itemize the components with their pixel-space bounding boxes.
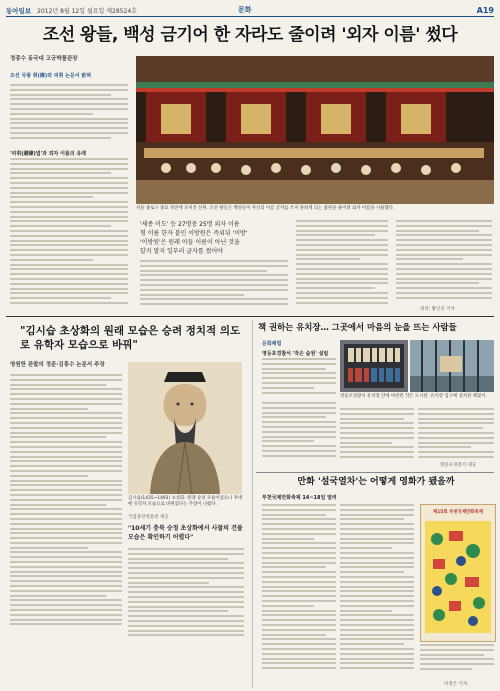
lead-reporter-credit: 정리: 황인찬 기자 bbox=[420, 307, 455, 312]
right-bottom-body-2 bbox=[340, 504, 414, 680]
top-photo-caption: 서울 종로구 종묘 정전에 모셔진 신위. 조선 왕들은 백성들이 자신의 이름 글자를 쓰지 못하게 되는 불편을 줄이려 외자 이름을 사용했다. bbox=[136, 206, 395, 211]
right-bottom-headline: 만화 '설국열차'는 어떻게 영화가 됐을까 bbox=[297, 477, 455, 487]
left-story-body-1 bbox=[10, 374, 122, 644]
left-story-body-2 bbox=[128, 548, 244, 644]
right-top-body-3 bbox=[340, 408, 414, 462]
right-top-body-1 bbox=[262, 358, 336, 398]
pull-quote-line-4: 알지 말지 일부러 글자를 썼어야 bbox=[140, 248, 223, 255]
lead-body-text-5 bbox=[396, 220, 492, 306]
bookshelf-illustration bbox=[340, 340, 408, 392]
lead-body-text-4 bbox=[296, 220, 388, 312]
right-top-body-2 bbox=[262, 402, 336, 462]
right-bottom-body-3 bbox=[420, 644, 494, 678]
section-divider bbox=[6, 316, 494, 317]
lead-body-text-2 bbox=[10, 158, 128, 313]
portrait-illustration bbox=[128, 362, 242, 494]
column-divider bbox=[252, 320, 253, 688]
main-headline: 조선 왕들, 백성 금기어 한 자라도 줄이려 '외자 이름' 썼다 bbox=[42, 25, 458, 45]
left-story-box-quote: "10세기 충북 승정 초상화에서 사찰의 건물 모습은 확인하기 어렵다" bbox=[128, 525, 243, 541]
lead-byline-name: 정종수 동국대 고궁박물관장 bbox=[10, 56, 78, 62]
right-photo1-caption: 영등포경찰서 유치장 안에 마련된 작은 도서관. bbox=[340, 394, 429, 399]
pull-quote-line-1: '세종 이도' 등 27명중 25명 외자 이름 bbox=[140, 221, 240, 228]
right-bottom-body-1 bbox=[262, 504, 336, 680]
lead-byline bbox=[10, 56, 130, 63]
kim-siseup-portrait bbox=[128, 362, 242, 494]
right-bottom-credit: 이정은 기자 bbox=[444, 682, 468, 687]
left-story-byline-name: 영원한 관찰의 정준·김흥수 논문서 주장 bbox=[10, 362, 105, 368]
left-story-headline: "김시습 초상화의 원래 모습은 승려 정치적 의도로 유학자 모습으로 바꿔" bbox=[20, 325, 241, 351]
lead-section-head: '피휘(避諱)법'과 외자 이름의 유래 bbox=[10, 151, 86, 157]
pull-quote bbox=[140, 220, 288, 256]
festival-poster bbox=[420, 504, 496, 642]
cell-library-illustration bbox=[410, 340, 494, 392]
poster-illustration bbox=[421, 519, 495, 641]
right-top-headline: 책 권하는 유치장… 그곳에서 마음의 눈을 뜨는 사람들 bbox=[258, 322, 457, 332]
right-photo-cell bbox=[410, 340, 494, 392]
section-name: 문화 bbox=[238, 6, 252, 14]
portrait-credit: 국립중앙박물관 제공 bbox=[128, 515, 169, 520]
portrait-caption: 김시습(1435~1493) 초상화. 원래 승려 모습이었으나 후대에 유학자 모습으로 바뀌었다는 주장이 나왔다. bbox=[128, 496, 243, 507]
pull-quote-line-3: '이방원'은 원래 아들 이름이 아닌 것을 bbox=[140, 239, 240, 246]
right-top-credit: 영등포경찰서 제공 bbox=[440, 463, 477, 468]
shrine-illustration bbox=[136, 56, 494, 204]
top-photo-shrine bbox=[136, 56, 494, 204]
right-photo-shelves bbox=[340, 340, 408, 392]
right-section-divider bbox=[256, 472, 494, 473]
issue-date: 2012년 8월 12일 월요일 제28524호 bbox=[37, 7, 137, 15]
right-top-kicker: 문화체험 bbox=[262, 341, 282, 347]
right-bottom-section-title: 부천국제만화축제 14~18일 열려 bbox=[262, 495, 337, 501]
right-photo2-caption: 유치장 입구에 설치된 책꽂이. bbox=[430, 394, 487, 399]
right-photo-caption bbox=[340, 394, 494, 400]
right-top-section-title: 영등포경찰서 '작은 숲원' 설립 bbox=[262, 351, 329, 357]
pull-quote-line-2: 형 이름 한자 붙인 이방원은 즉위뒤 '이방' bbox=[140, 230, 248, 237]
lead-body-text-3 bbox=[140, 260, 288, 312]
lead-body-text-1 bbox=[10, 84, 128, 146]
right-top-body-4 bbox=[418, 408, 494, 462]
page-number: A19 bbox=[476, 5, 494, 15]
poster-title: 제15회 부천국제만화축제 bbox=[432, 510, 484, 515]
masthead: 동아일보 bbox=[6, 6, 32, 15]
lead-subhead: 조선 국왕 휘(諱)와 피휘 논문서 밝혀 bbox=[10, 73, 92, 79]
page-header bbox=[6, 4, 494, 17]
